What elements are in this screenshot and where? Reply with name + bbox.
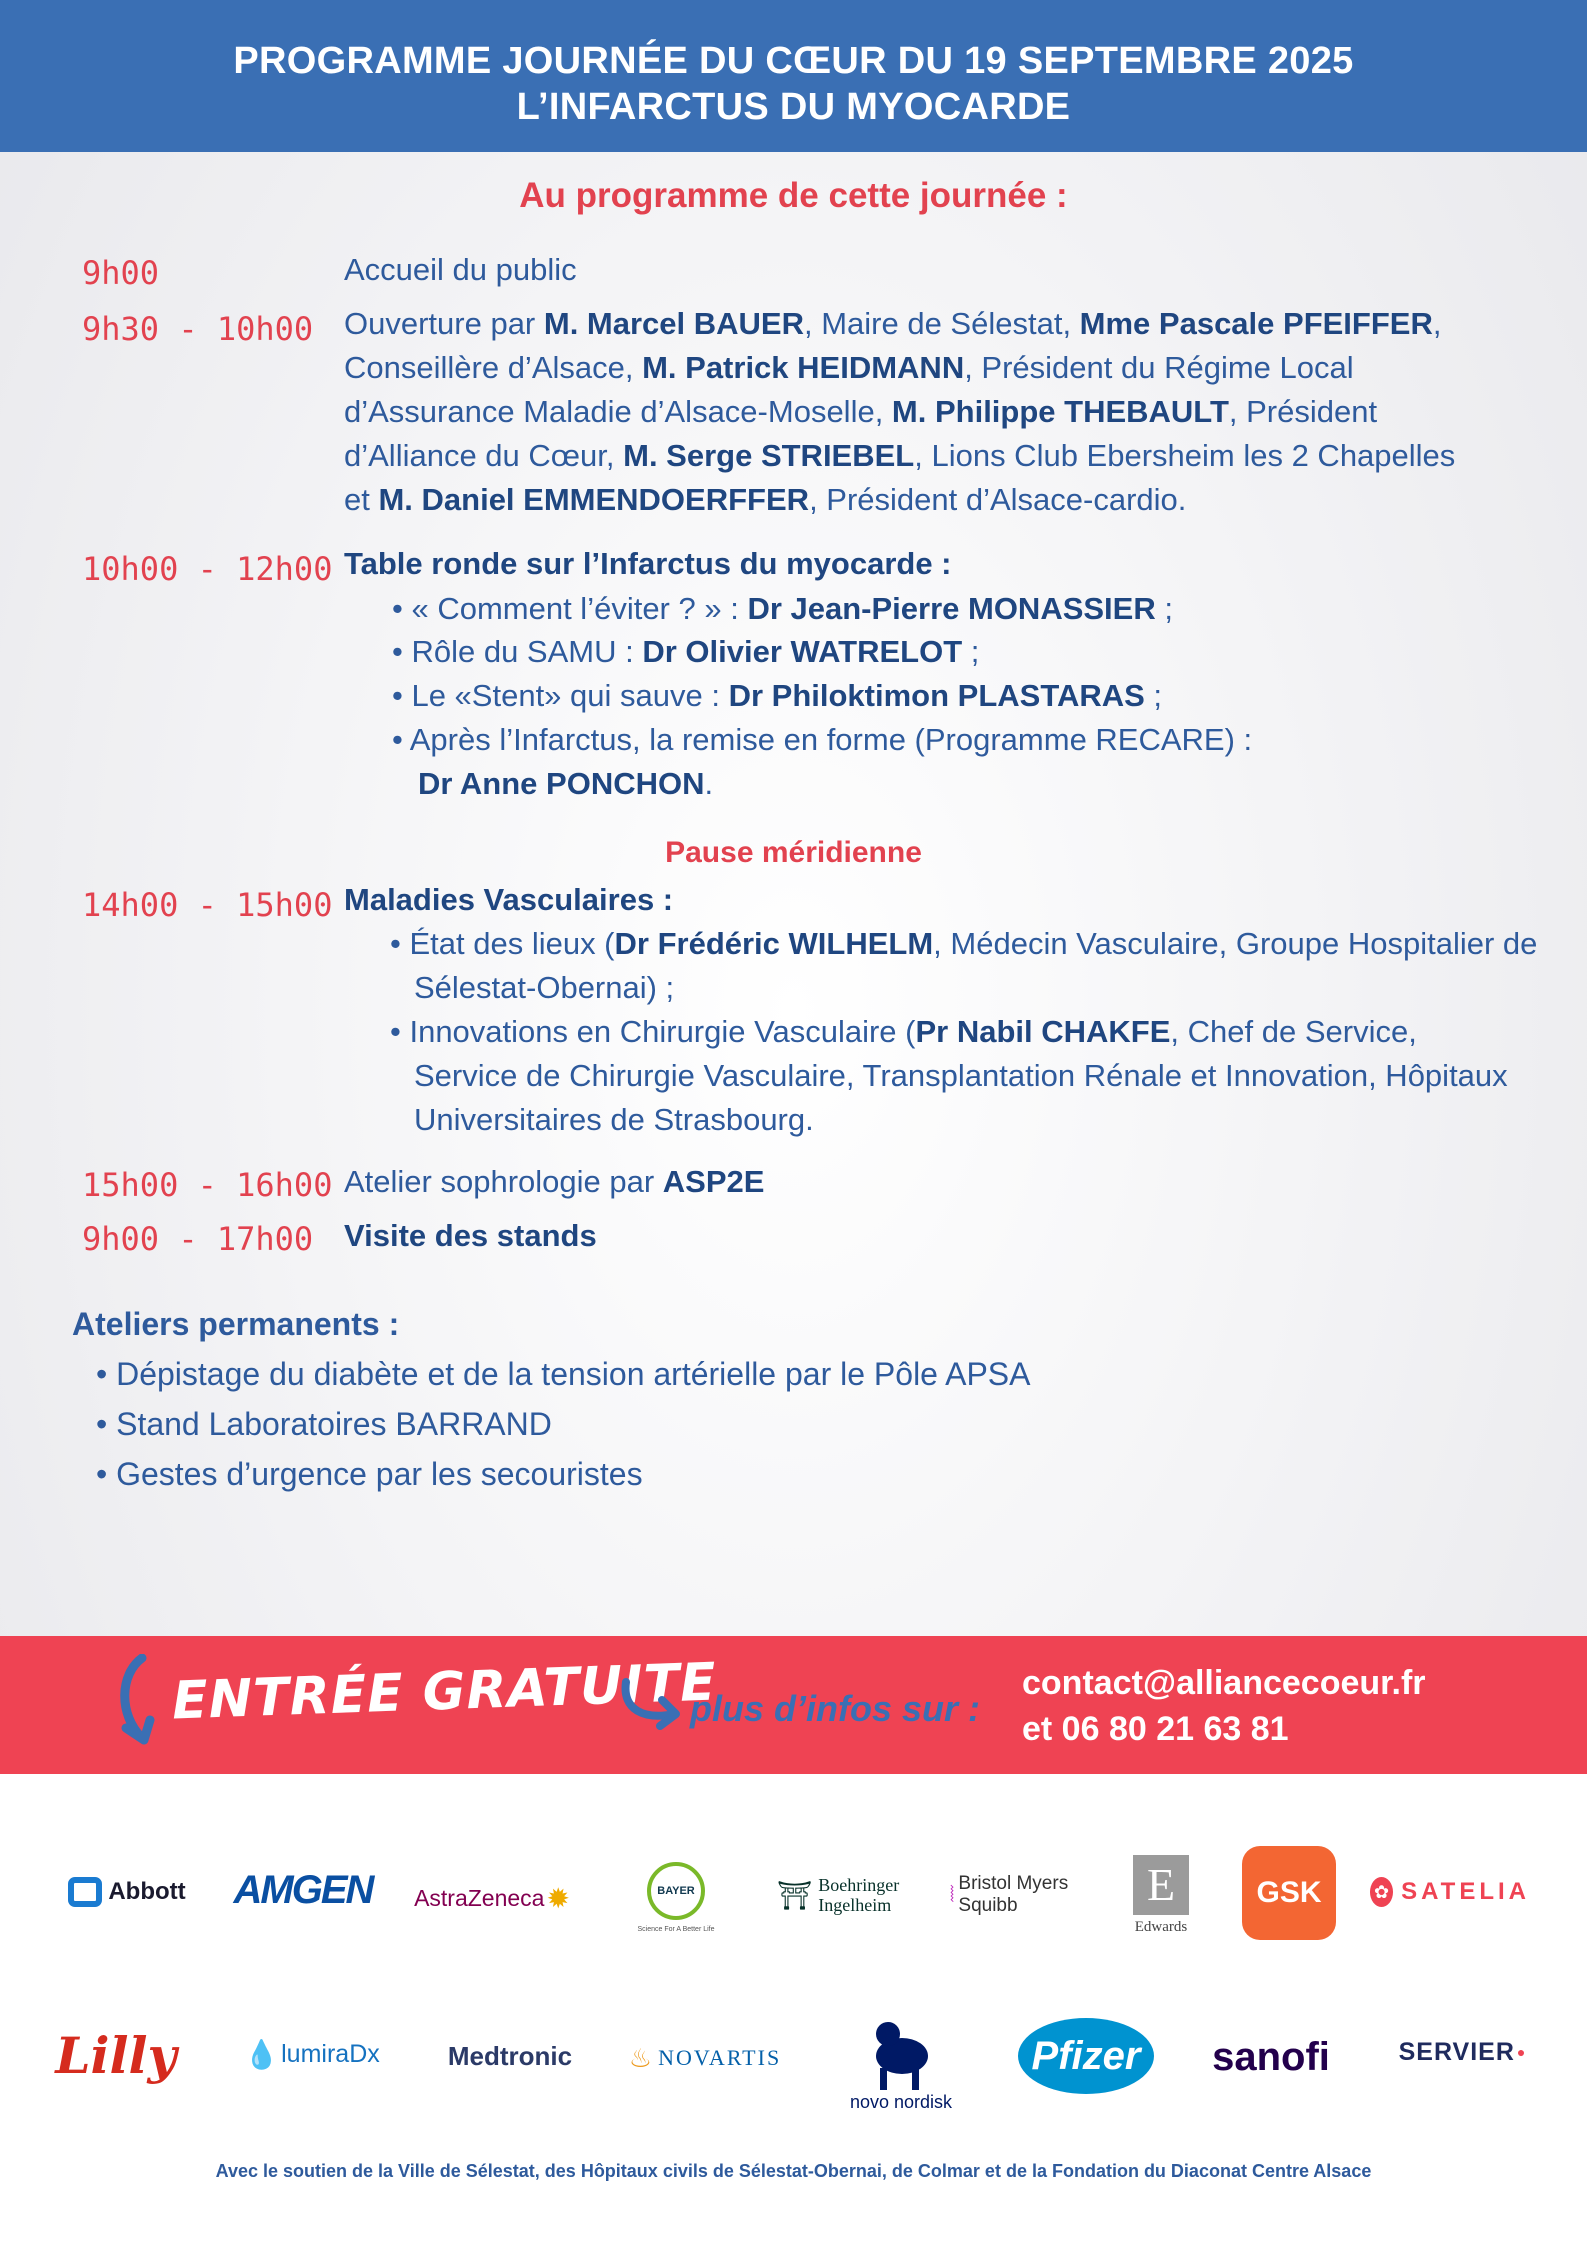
time-label: 15h00 - 16h00 bbox=[82, 1166, 333, 1204]
logo-text: Ingelheim bbox=[818, 1895, 892, 1915]
speaker-name: Dr Anne PONCHON bbox=[418, 766, 705, 801]
text-fragment: Atelier sophrologie par bbox=[344, 1164, 663, 1199]
session-title: Table ronde sur l’Infarctus du myocarde : bbox=[344, 546, 952, 581]
logo-text: NOVARTIS bbox=[658, 2045, 782, 2070]
speaker-name: Dr Jean-Pierre MONASSIER bbox=[747, 591, 1156, 626]
servier-logo bbox=[1384, 2030, 1540, 2074]
logo-text: Edwards bbox=[1134, 1918, 1188, 1935]
logo-text: AstraZeneca bbox=[414, 1884, 545, 1911]
schedule-description bbox=[344, 1160, 1524, 1204]
apis-bull-icon bbox=[868, 2016, 934, 2092]
bms-logo bbox=[932, 1868, 1086, 1922]
bayer-cross-icon: BAYER bbox=[647, 1862, 705, 1920]
list-item-continuation: Universitaires de Strasbourg. bbox=[414, 1102, 814, 1137]
time-label: 9h00 - 17h00 bbox=[82, 1220, 314, 1258]
program-intro: Au programme de cette journée : bbox=[519, 176, 1068, 215]
satelia-icon: ✿ bbox=[1370, 1877, 1393, 1907]
servier-dot-icon: ● bbox=[1516, 2044, 1526, 2060]
medtronic-logo: Medtronic bbox=[447, 2040, 573, 2071]
abbott-logo bbox=[52, 1870, 202, 1914]
list-item-continuation bbox=[418, 762, 713, 806]
support-statement: Avec le soutien de la Ville de Sélestat, des Hôpitaux civils de Sélestat-Obernai, de Colmar et de la Fondation du Diaconat Centre Alsace bbox=[215, 2161, 1372, 2181]
list-item bbox=[392, 718, 1252, 762]
lilly-logo: Lilly bbox=[55, 2025, 177, 2085]
text-fragment: ; bbox=[1155, 591, 1173, 626]
speaker-name: M. Daniel EMMENDOERFFER bbox=[378, 482, 810, 517]
bayer-logo bbox=[602, 1852, 750, 1942]
speaker-name: Pr Nabil CHAKFE bbox=[915, 1014, 1171, 1049]
logo-text: SERVIER bbox=[1398, 2037, 1515, 2066]
list-item bbox=[392, 587, 1173, 631]
text-fragment: • Innovations en Chirurgie Vasculaire ( bbox=[390, 1014, 916, 1049]
time-label: 10h00 - 12h00 bbox=[82, 550, 333, 588]
text-fragment: • État des lieux ( bbox=[390, 926, 615, 961]
speaker-name: M. Philippe THEBAULT bbox=[891, 394, 1229, 429]
logo-text: Squibb bbox=[958, 1895, 1018, 1916]
page-header bbox=[0, 0, 1587, 152]
logo-text: novo nordisk bbox=[849, 2091, 953, 2112]
gsk-logo: GSK bbox=[1242, 1846, 1336, 1940]
logo-tagline: Science For A Better Life bbox=[637, 1925, 715, 1933]
schedule-description: Accueil du public bbox=[344, 252, 577, 287]
logo-text-block bbox=[958, 1873, 1068, 1917]
speaker-name: Dr Philoktimon PLASTARAS bbox=[728, 678, 1145, 713]
novo-nordisk-logo bbox=[834, 2008, 968, 2120]
speaker-name: M. Serge STRIEBEL bbox=[623, 438, 915, 473]
list-item bbox=[392, 674, 1162, 718]
pfizer-logo bbox=[1016, 2014, 1156, 2098]
schedule-title bbox=[344, 542, 1524, 586]
logo-text: lumiraDx bbox=[281, 2039, 380, 2068]
speaker-name: Mme Pascale PFEIFFER bbox=[1079, 306, 1433, 341]
text-fragment: • « Comment l’éviter ? » : bbox=[392, 591, 748, 626]
contact-info bbox=[1022, 1660, 1426, 1752]
text-fragment: ; bbox=[962, 634, 980, 669]
speaker-name: M. Marcel BAUER bbox=[543, 306, 804, 341]
logo-text: Bristol Myers bbox=[958, 1873, 1069, 1894]
text-fragment: • Rôle du SAMU : bbox=[392, 634, 643, 669]
workshop-item: • Dépistage du diabète et de la tension artérielle par le Pôle APSA bbox=[96, 1356, 1031, 1392]
list-item-continuation: Service de Chirurgie Vasculaire, Transplantation Rénale et Innovation, Hôpitaux bbox=[414, 1058, 1508, 1093]
text-fragment: • Après l’Infarctus, la remise en forme (Programme RECARE) : bbox=[392, 722, 1253, 757]
novartis-logo bbox=[620, 2036, 790, 2080]
text-fragment: ; bbox=[1144, 678, 1163, 713]
text-fragment: , Lions Club Ebersheim les 2 Chapelles et bbox=[344, 438, 1456, 517]
text-fragment: , Président du Régime Local d’Assurance Maladie d’Alsace-Moselle, bbox=[344, 350, 1354, 429]
astrazeneca-symbol-icon: ✹ bbox=[546, 1882, 570, 1914]
list-item bbox=[390, 1010, 1417, 1054]
organizer-name: ASP2E bbox=[662, 1164, 765, 1199]
text-fragment: , Chef de Service, bbox=[1170, 1014, 1417, 1049]
contact-email[interactable]: contact@alliancecoeur.fr bbox=[1022, 1664, 1426, 1702]
text-fragment: , Président d’Alliance du Cœur, bbox=[344, 394, 1378, 473]
speaker-name: Dr Frédéric WILHELM bbox=[614, 926, 934, 961]
boehringer-icon: ⛩ bbox=[776, 1879, 813, 1911]
text-fragment: , Conseillère d’Alsace, bbox=[344, 306, 1442, 385]
workshop-item: • Stand Laboratoires BARRAND bbox=[96, 1406, 552, 1442]
amgen-logo: AMGEN bbox=[233, 1867, 373, 1912]
session-title: Visite des stands bbox=[344, 1218, 597, 1253]
text-fragment: . bbox=[704, 766, 714, 801]
curved-arrow-icon bbox=[112, 1654, 162, 1746]
schedule-title bbox=[344, 878, 1524, 922]
edwards-e-icon: E bbox=[1133, 1855, 1189, 1915]
workshop-item: • Gestes d’urgence par les secouristes bbox=[96, 1456, 643, 1492]
satelia-logo bbox=[1370, 1870, 1530, 1914]
more-info-label: plus d’infos sur : bbox=[690, 1688, 981, 1729]
header-title: PROGRAMME JOURNÉE DU CŒUR DU 19 SEPTEMBRE 2025 bbox=[233, 40, 1354, 82]
logo-text: SATELIA bbox=[1401, 1878, 1530, 1905]
header-subtitle: L’INFARCTUS DU MYOCARDE bbox=[516, 86, 1071, 128]
logo-text-block bbox=[818, 1875, 899, 1915]
time-label: 9h00 bbox=[82, 254, 160, 292]
info-banner bbox=[0, 1636, 1587, 1774]
speaker-name: Dr Olivier WATRELOT bbox=[642, 634, 963, 669]
text-fragment: , Maire de Sélestat, bbox=[803, 306, 1080, 341]
boehringer-logo bbox=[768, 1870, 908, 1920]
schedule-description bbox=[344, 302, 1484, 522]
novartis-flame-icon: ♨ bbox=[628, 2042, 653, 2073]
session-title: Maladies Vasculaires : bbox=[344, 882, 674, 917]
time-label: 9h30 - 10h00 bbox=[82, 310, 314, 348]
lunch-break-label: Pause méridienne bbox=[665, 836, 922, 869]
edwards-logo bbox=[1122, 1846, 1200, 1944]
list-item bbox=[392, 630, 979, 674]
astrazeneca-logo bbox=[408, 1876, 576, 1920]
schedule-description bbox=[344, 1214, 1524, 1258]
contact-phone[interactable]: et 06 80 21 63 81 bbox=[1022, 1710, 1289, 1748]
list-item-continuation: Sélestat-Obernai) ; bbox=[414, 970, 675, 1005]
list-item bbox=[390, 922, 1537, 966]
lumiradx-logo bbox=[240, 2032, 384, 2076]
logo-text: Boehringer bbox=[818, 1875, 900, 1895]
time-label: 14h00 - 15h00 bbox=[82, 886, 333, 924]
workshops-title: Ateliers permanents : bbox=[72, 1306, 400, 1342]
logo-text: Abbott bbox=[108, 1878, 186, 1905]
curved-arrow-icon bbox=[618, 1676, 684, 1732]
sanofi-logo: sanofi bbox=[1212, 2034, 1330, 2079]
abbott-logo-icon bbox=[68, 1877, 102, 1907]
bms-icon: ⦚ bbox=[949, 1882, 955, 1907]
logo-text: Pfizer bbox=[1018, 2018, 1154, 2094]
text-fragment: • Le «Stent» qui sauve : bbox=[392, 678, 729, 713]
text-fragment: Ouverture par bbox=[344, 306, 544, 341]
speaker-name: M. Patrick HEIDMANN bbox=[642, 350, 965, 385]
lumiradx-drop-icon: 💧 bbox=[244, 2038, 280, 2070]
text-fragment: , Médecin Vasculaire, Groupe Hospitalier de bbox=[933, 926, 1538, 961]
text-fragment: , Président d’Alsace-cardio. bbox=[809, 482, 1187, 517]
free-entry-label: ENTRÉE GRATUITE bbox=[171, 1652, 718, 1732]
